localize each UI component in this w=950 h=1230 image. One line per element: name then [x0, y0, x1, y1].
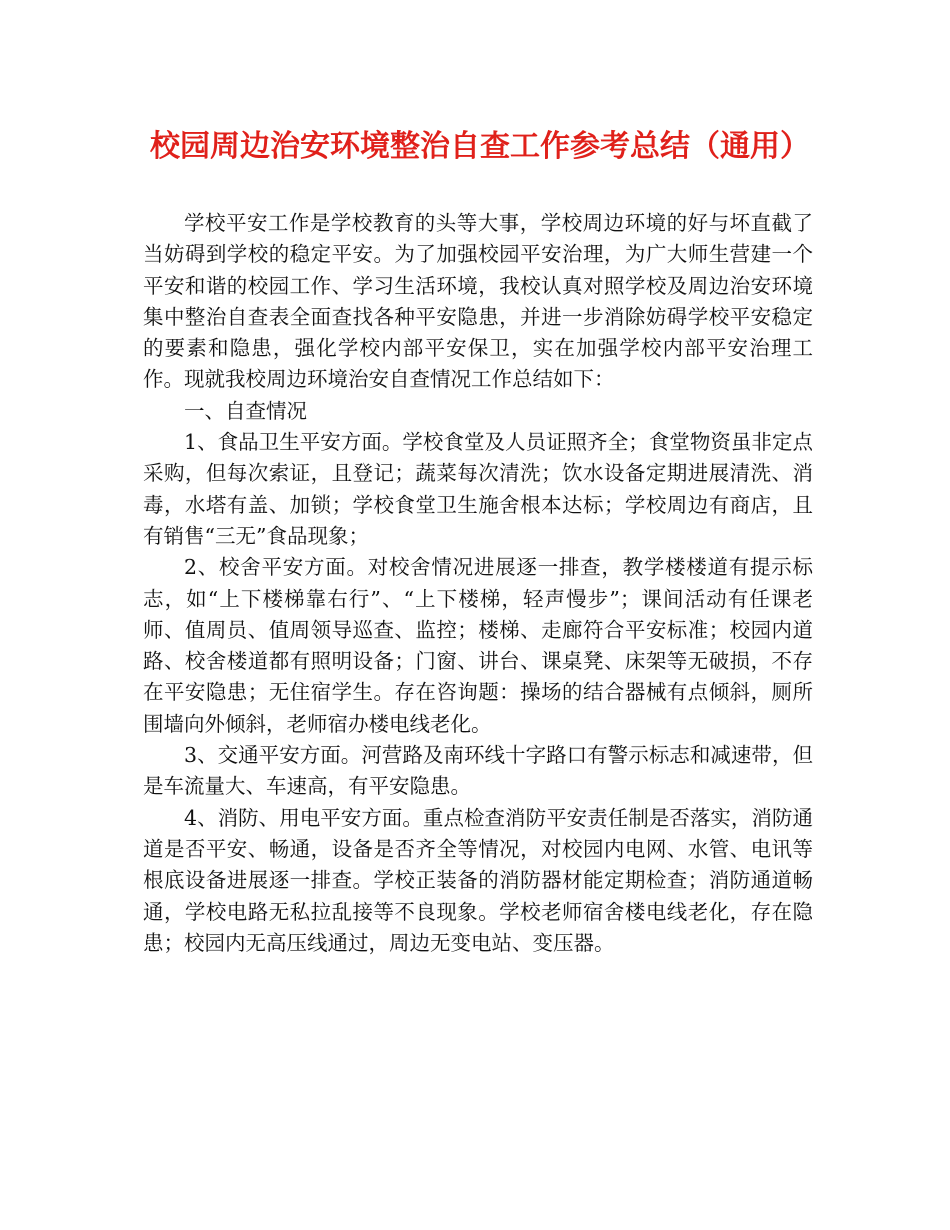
paragraph-building-safety: 2、校舍平安方面。对校舍情况进展逐一排查，教学楼楼道有提示标志，如“上下楼梯靠右行”、“上下楼梯，轻声慢步”；课间活动有任课老师、值周员、值周领导巡查、监控；楼梯、走廊符合平安标准；校园内道路、校舍楼道都有照明设备；门窗、讲台、课桌凳、床架等无破损，不存在平安隐患；无住宿学生。存在咨询题：操场的结合器械有点倾斜，厕所围墙向外倾斜，老师宿办楼电线老化。: [143, 555, 813, 736]
paragraph-intro: 学校平安工作是学校教育的头等大事，学校周边环境的好与坏直截了当妨碍到学校的稳定平安。为了加强校园平安治理，为广大师生营建一个平安和谐的校园工作、学习生活环境，我校认真对照学校及周边治安环境集中整治自查表全面查找各种平安隐患，并进一步消除妨碍学校平安稳定的要素和隐患，强化学校内部平安保卫，实在加强学校内部平安治理工作。现就我校周边环境治安自查情况工作总结如下：: [143, 211, 813, 392]
paragraph-fire-electric-safety: 4、消防、用电平安方面。重点检查消防平安责任制是否落实，消防通道是否平安、畅通，设备是否齐全等情况，对校园内电网、水管、电讯等根底设备进展逐一排查。学校正装备的消防器材能定期检查；消防通道畅通，学校电路无私拉乱接等不良现象。学校老师宿舍楼电线老化，存在隐患；校园内无高压线通过，周边无变电站、变压器。: [143, 805, 813, 955]
paragraph-food-safety: 1、食品卫生平安方面。学校食堂及人员证照齐全；食堂物资虽非定点采购，但每次索证，且登记；蔬菜每次清洗；饮水设备定期进展清洗、消毒，水塔有盖、加锁；学校食堂卫生施舍根本达标；学校周边有商店，且有销售“三无”食品现象；: [143, 430, 813, 548]
document-title: 校园周边治安环境整治自查工作参考总结（通用）: [150, 129, 810, 164]
section-heading: 一、自查情况: [184, 398, 307, 423]
document-body: [143, 208, 813, 959]
paragraph-traffic-safety: 3、交通平安方面。河营路及南环线十字路口有警示标志和减速带，但是车流量大、车速高，有平安隐患。: [143, 743, 813, 799]
